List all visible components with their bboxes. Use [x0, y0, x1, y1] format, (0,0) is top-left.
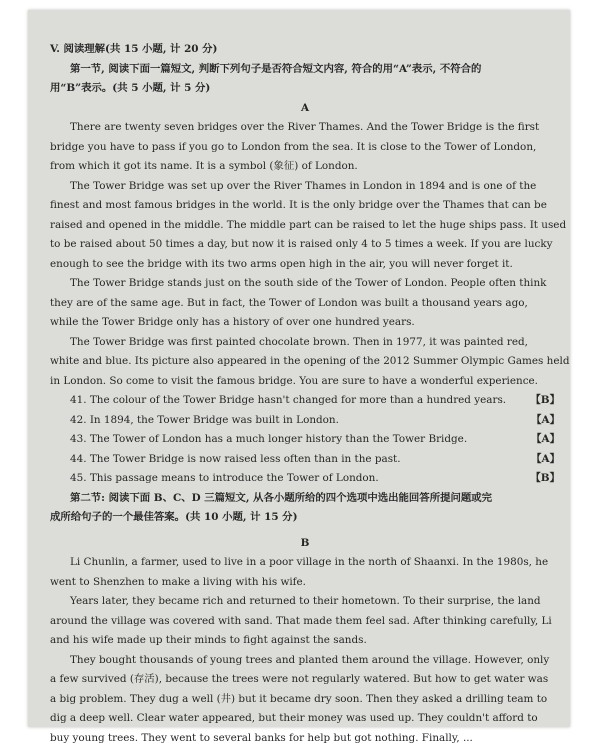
question-text: 41. The colour of the Tower Bridge hasn't changed for more than a hundred years.: [70, 391, 506, 411]
question-item: [50, 430, 560, 450]
passage-line: a big problem. They dug a well (井) but it became dry soon. Then they asked a drilling team to: [50, 690, 560, 710]
instruction-line: 第一节, 阅读下面一篇短文, 判断下列句子是否符合短文内容, 符合的用“A”表示, 不符合的: [50, 60, 560, 80]
answer-mark: 【B】: [530, 469, 560, 489]
question-text: 42. In 1894, the Tower Bridge was built in London.: [70, 411, 339, 431]
passage-line: dig a deep well. Clear water appeared, but their money was used up. They couldn't afford to: [50, 709, 560, 729]
passage-line: There are twenty seven bridges over the River Thames. And the Tower Bridge is the first: [50, 118, 560, 138]
answer-mark: 【A】: [531, 411, 560, 431]
exam-content: [50, 40, 560, 748]
section-heading: V. 阅读理解(共 15 小题, 计 20 分): [50, 40, 560, 60]
answer-mark: 【A】: [531, 430, 560, 450]
exam-page: [28, 10, 570, 727]
passage-line: while the Tower Bridge only has a history of over one hundred years.: [50, 313, 560, 333]
passage-line: Years later, they became rich and returned to their hometown. To their surprise, the land: [50, 592, 560, 612]
passage-line: They bought thousands of young trees and planted them around the village. However, only: [50, 651, 560, 671]
passage-b: [50, 553, 560, 748]
passage-line: finest and most famous bridges in the world. It is the only bridge over the Thames that can be: [50, 196, 560, 216]
question-text: 43. The Tower of London has a much longer history than the Tower Bridge.: [70, 430, 467, 450]
question-item: [50, 469, 560, 489]
passage-line: they are of the same age. But in fact, the Tower of London was built a thousand years ago,: [50, 294, 560, 314]
question-item: [50, 411, 560, 431]
passage-line: The Tower Bridge was first painted chocolate brown. Then in 1977, it was painted red,: [50, 333, 560, 353]
instruction-line: 成所给句子的一个最佳答案。(共 10 小题, 计 15 分): [50, 508, 560, 528]
passage-line: The Tower Bridge was set up over the River Thames in London in 1894 and is one of the: [50, 177, 560, 197]
passage-line: white and blue. Its picture also appeared in the opening of the 2012 Summer Olympic Games held: [50, 352, 560, 372]
question-text: 45. This passage means to introduce the Tower of London.: [70, 469, 379, 489]
passage-line: went to Shenzhen to make a living with his wife.: [50, 573, 560, 593]
part1-instruction: [50, 60, 560, 99]
passage-line: to be raised about 50 times a day, but now it is raised only 4 to 5 times a week. If you are lucky: [50, 235, 560, 255]
question-list: [50, 391, 560, 489]
answer-mark: 【A】: [531, 450, 560, 470]
question-text: 44. The Tower Bridge is now raised less often than in the past.: [70, 450, 401, 470]
passage-b-label: B: [50, 534, 560, 554]
passage-line: raised and opened in the middle. The middle part can be raised to let the huge ships pass. It used: [50, 216, 560, 236]
passage-line: bridge you have to pass if you go to London from the sea. It is close to the Tower of London,: [50, 138, 560, 158]
passage-line: buy young trees. They went to several banks for help but got nothing. Finally, ...: [50, 729, 560, 748]
passage-a: [50, 118, 560, 391]
passage-a-label: A: [50, 99, 560, 119]
passage-line: Li Chunlin, a farmer, used to live in a poor village in the north of Shaanxi. In the 1980s, he: [50, 553, 560, 573]
passage-line: from which it got its name. It is a symbol (象征) of London.: [50, 157, 560, 177]
passage-line: The Tower Bridge stands just on the south side of the Tower of London. People often think: [50, 274, 560, 294]
part2-instruction: [50, 489, 560, 528]
passage-line: in London. So come to visit the famous bridge. You are sure to have a wonderful experience.: [50, 372, 560, 392]
instruction-line: 用“B”表示。(共 5 小题, 计 5 分): [50, 79, 560, 99]
question-item: [50, 450, 560, 470]
question-item: [50, 391, 560, 411]
instruction-line: 第二节: 阅读下面 B、C、D 三篇短文, 从各小题所给的四个选项中选出能回答所提问题或完: [50, 489, 560, 509]
passage-line: and his wife made up their minds to fight against the sands.: [50, 631, 560, 651]
passage-line: a few survived (存活), because the trees were not regularly watered. But how to get water was: [50, 670, 560, 690]
answer-mark: 【B】: [530, 391, 560, 411]
passage-line: around the village was covered with sand. That made them feel sad. After thinking carefully, Li: [50, 612, 560, 632]
passage-line: enough to see the bridge with its two arms open high in the air, you will never forget it.: [50, 255, 560, 275]
